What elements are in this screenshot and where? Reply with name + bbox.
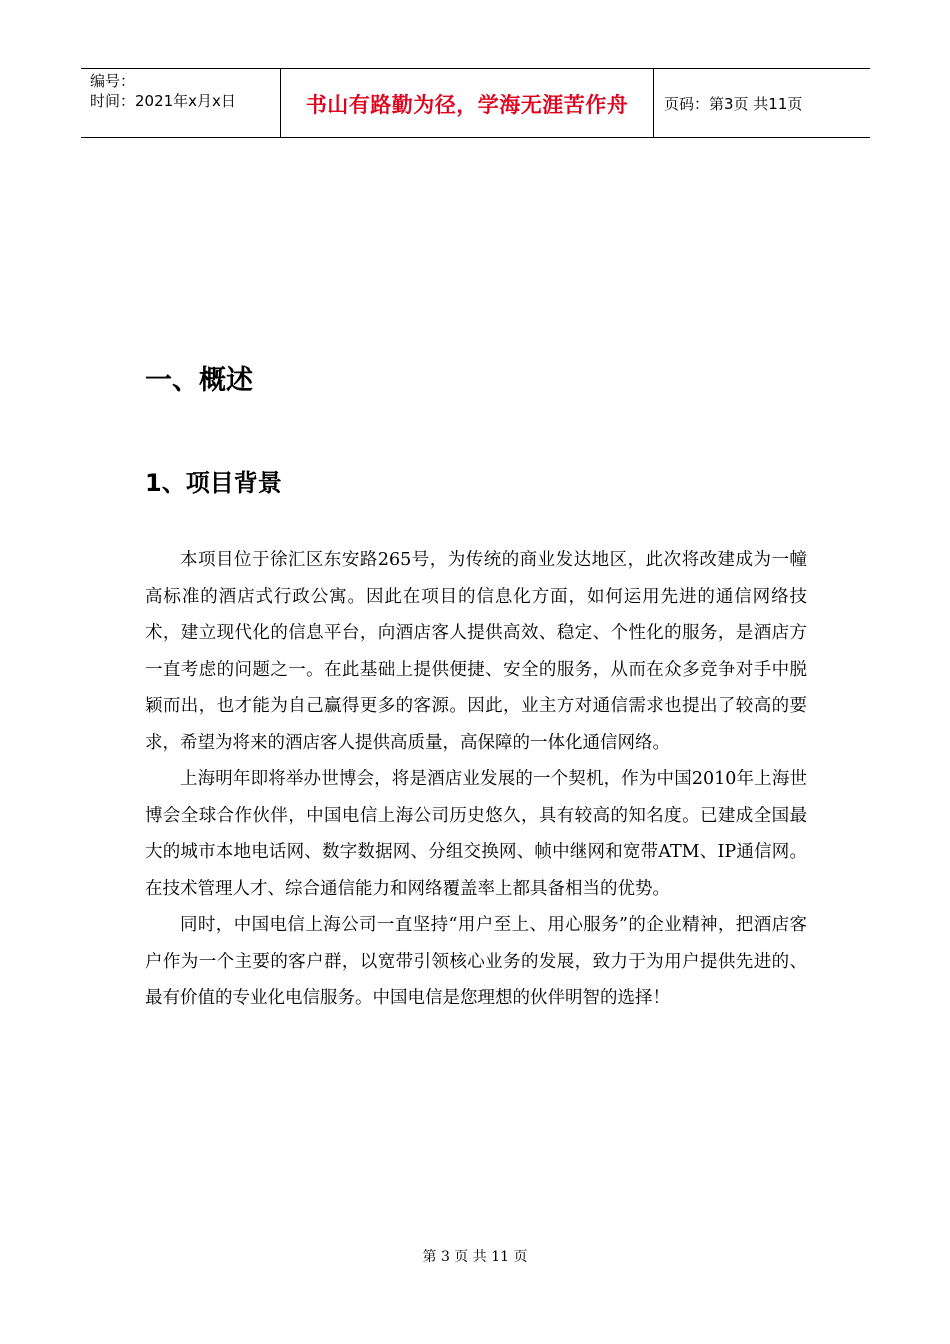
- header-meta: [81, 69, 281, 137]
- page-footer: 第 3 页 共 11 页: [422, 1249, 528, 1265]
- body-text: [145, 542, 807, 1017]
- page-header: [81, 68, 870, 138]
- section-heading: 一、概述: [145, 365, 253, 396]
- header-page-info: 页码：第3页 共11页: [664, 94, 803, 113]
- document-date-label: 时间：2021年x月x日: [90, 92, 236, 110]
- header-motto: 书山有路勤为径，学海无涯苦作舟: [305, 93, 629, 117]
- subsection-heading: 1、项目背景: [145, 469, 282, 497]
- paragraph-1: 本项目位于徐汇区东安路265号，为传统的商业发达地区，此次将改建成为一幢高标准的酒店式行政公寓。因此在项目的信息化方面，如何运用先进的通信网络技术，建立现代化的信息平台，向酒店客人提供高效、稳定、个性化的服务，是酒店方一直考虑的问题之一。在此基础上提供便捷、安全的服务，从而在众多竞争对手中脱颖而出，也才能为自己赢得更多的客源。因此，业主方对通信需求也提出了较高的要求，希望为将来的酒店客人提供高质量，高保障的一体化通信网络。: [145, 550, 807, 753]
- document-number-label: 编号：: [90, 72, 136, 90]
- paragraph-3: 同时，中国电信上海公司一直坚持“用户至上、用心服务”的企业精神，把酒店客户作为一个主要的客户群，以宽带引领核心业务的发展，致力于为用户提供先进的、最有价值的专业化电信服务。中国电信是您理想的伙伴明智的选择！: [145, 915, 807, 1008]
- paragraph-2: 上海明年即将举办世博会，将是酒店业发展的一个契机，作为中国2010年上海世博会全球合作伙伴，中国电信上海公司历史悠久，具有较高的知名度。已建成全国最大的城市本地电话网、数字数据网、分组交换网、帧中继网和宽带ATM、IP通信网。在技术管理人才、综合通信能力和网络覆盖率上都具备相当的优势。: [145, 769, 807, 899]
- header-motto-cell: [281, 69, 654, 137]
